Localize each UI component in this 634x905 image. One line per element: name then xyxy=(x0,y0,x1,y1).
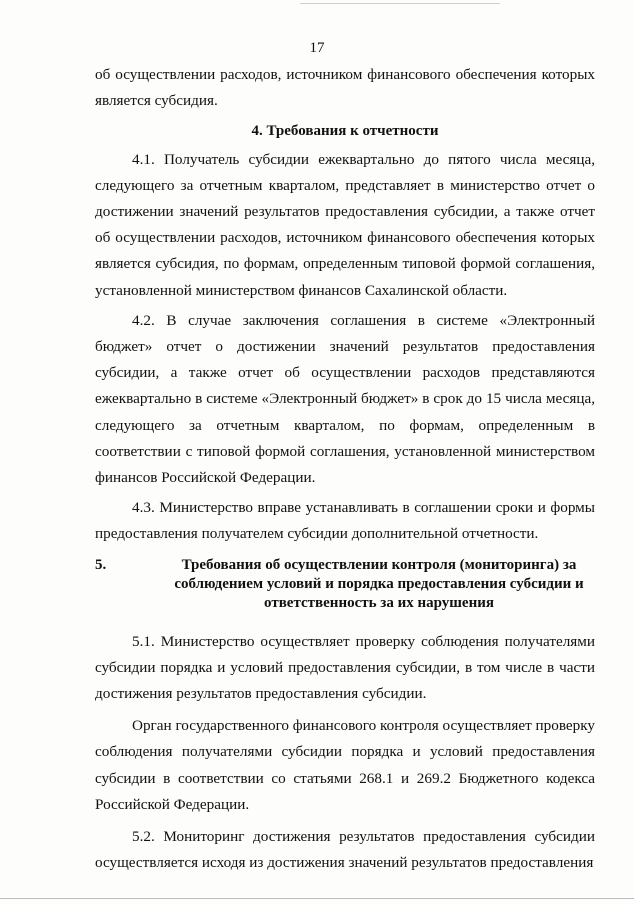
paragraph-5-1-b: Орган государственного финансового контроля осуществляет проверку соблюдения получателями субсидии порядка и условий предоставления субсидии в соответствии со статьями 268.1 и 269.2 Бюджетного кодекса Российской Федерации. xyxy=(95,717,596,813)
paragraph-5-1: 5.1. Министерство осуществляет проверку соблюдения получателями субсидии порядка и условий предоставления субсидии, в том числе в части достижения результатов предоставления субсидии. xyxy=(95,632,595,703)
paragraph-4-2: 4.2. В случае заключения соглашения в системе «Электронный бюджет» отчет о достижении значений результатов предоставления субсидии, а также отчет об осуществлении расходов представляются ежеквартально в системе «Электронный бюджет» в срок до 15 числа месяца, следующего за отчетным кварталом, по формам, определенным в соответствии с типовой формой соглашения, установленной министерством финансов Российской Федерации. xyxy=(95,311,595,487)
section-number: 5. xyxy=(95,556,107,573)
paragraph-4-3: 4.3. Министерство вправе устанавливать в соглашении сроки и формы предоставления получателем субсидии дополнительной отчетности. xyxy=(95,499,595,543)
scan-edge-line-bottom xyxy=(0,898,634,899)
section-title: Требования об осуществлении контроля (мониторинга) за соблюдением условий и порядка предоставления субсидии и ответственность за их нарушения xyxy=(174,556,584,611)
scan-edge-line xyxy=(300,3,500,4)
document-body xyxy=(95,62,595,876)
paragraph-5-2: 5.2. Мониторинг достижения результатов предоставления субсидии осуществляется исходя из достижения значений результатов предоставления xyxy=(95,828,595,872)
paragraph-continuation: об осуществлении расходов, источником финансового обеспечения которых является субсидия. xyxy=(95,66,595,110)
section-heading-4: 4. Требования к отчетности xyxy=(251,123,439,140)
section-heading-5 xyxy=(95,556,595,613)
paragraph-4-1: 4.1. Получатель субсидии ежеквартально до пятого числа месяца, следующего за отчетным кварталом, представляет в министерство отчет о достижении значений результатов предоставления субсидии, а также отчет об осуществлении расходов, источником финансового обеспечения которых является субсидия, по формам, определенным типовой формой соглашения, установленной министерством финансов Сахалинской области. xyxy=(95,150,595,299)
page-number: 17 xyxy=(309,40,325,56)
